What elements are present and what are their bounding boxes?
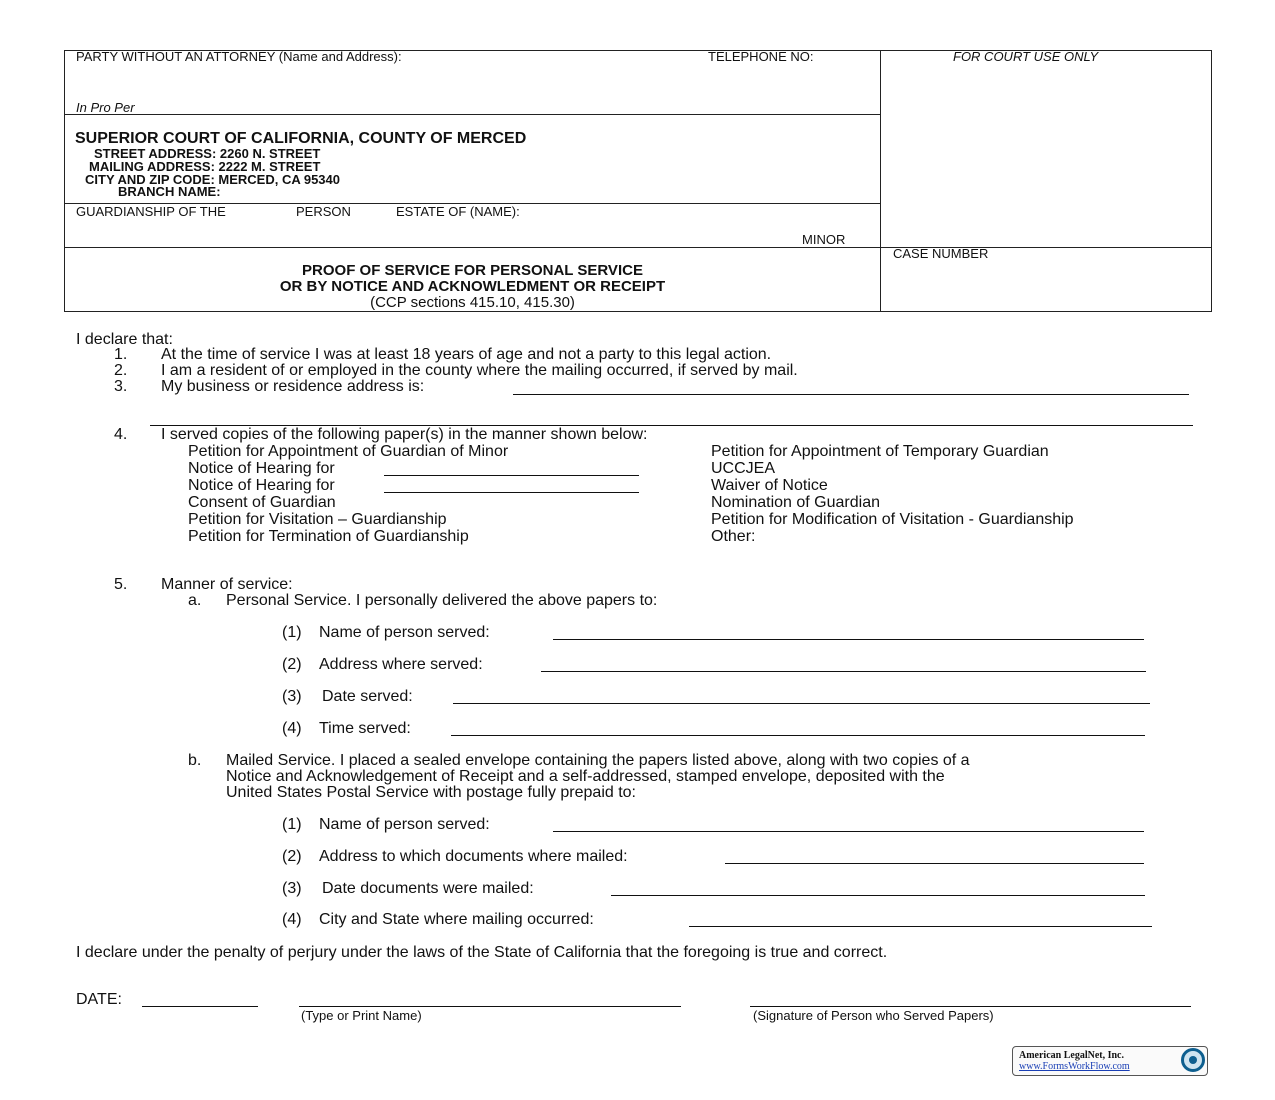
item-5-number: 5.	[114, 576, 128, 593]
paper-right-5: Petition for Modification of Visitation - Guardianship	[711, 511, 1074, 528]
signature-line[interactable]	[750, 1006, 1191, 1007]
paper-left-6: Petition for Termination of Guardianship	[188, 528, 469, 545]
personal-service-text: Personal Service. I personally delivered the above papers to:	[226, 592, 658, 609]
item-4-text: I served copies of the following paper(s) in the manner shown below:	[161, 426, 648, 443]
item-5-text: Manner of service:	[161, 576, 293, 593]
logo-name: American LegalNet, Inc.	[1019, 1050, 1124, 1061]
signature-caption: (Signature of Person who Served Papers)	[753, 1008, 994, 1023]
personal-field-4-num: (4)	[282, 720, 302, 737]
party-label: PARTY WITHOUT AN ATTORNEY (Name and Address):	[76, 49, 402, 64]
paper-right-6: Other:	[711, 528, 756, 545]
logo-url[interactable]: www.FormsWorkFlow.com	[1019, 1061, 1130, 1072]
mailed-service-line1: Mailed Service. I placed a sealed envelope containing the papers listed above, along with two copies of a	[226, 752, 970, 769]
in-pro-per: In Pro Per	[76, 100, 135, 115]
paper-left-1: Petition for Appointment of Guardian of Minor	[188, 443, 509, 460]
item-3-number: 3.	[114, 378, 128, 395]
mailed-field-1-label: Name of person served:	[319, 816, 490, 833]
mailed-field-4-num: (4)	[282, 911, 302, 928]
item-4-number: 4.	[114, 426, 128, 443]
personal-field-4-label: Time served:	[319, 720, 411, 737]
court-use-label: FOR COURT USE ONLY	[953, 49, 1099, 64]
minor-label: MINOR	[802, 232, 846, 247]
date-line[interactable]	[142, 1006, 258, 1007]
mailed-field-2-label: Address to which documents where mailed:	[319, 848, 628, 865]
mailed-name-served-line[interactable]	[553, 831, 1144, 832]
mailed-date-line[interactable]	[611, 895, 1145, 896]
personal-name-served-line[interactable]	[553, 639, 1144, 640]
personal-field-2-num: (2)	[282, 656, 302, 673]
branch-name: BRANCH NAME:	[118, 184, 221, 199]
personal-field-2-label: Address where served:	[319, 656, 483, 673]
hearing-for-line-1[interactable]	[384, 475, 639, 476]
mailing-address: MAILING ADDRESS: 2222 M. STREET	[89, 159, 321, 174]
paper-right-2: UCCJEA	[711, 460, 776, 477]
mailed-service-letter: b.	[188, 752, 202, 769]
form-title-line3: (CCP sections 415.10, 415.30)	[370, 294, 575, 311]
paper-left-3: Notice of Hearing for	[188, 477, 335, 494]
street-address: STREET ADDRESS: 2260 N. STREET	[94, 146, 321, 161]
personal-address-served-line[interactable]	[541, 671, 1146, 672]
perjury-statement: I declare under the penalty of perjury under the laws of the State of California that the foregoing is true and correct.	[76, 944, 888, 961]
estate-label: ESTATE OF (NAME):	[396, 204, 520, 219]
city-zip: CITY AND ZIP CODE: MERCED, CA 95340	[85, 172, 340, 187]
item-3-text: My business or residence address is:	[161, 378, 425, 395]
mailed-city-state-line[interactable]	[689, 926, 1152, 927]
case-number-label: CASE NUMBER	[893, 246, 989, 261]
print-name-caption: (Type or Print Name)	[301, 1008, 422, 1023]
mailed-service-line3: United States Postal Service with postage fully prepaid to:	[226, 784, 636, 801]
paper-right-3: Waiver of Notice	[711, 477, 828, 494]
american-legalnet-logo[interactable]	[1012, 1046, 1208, 1076]
personal-field-3-label: Date served:	[322, 688, 413, 705]
mailed-field-3-label: Date documents were mailed:	[322, 880, 534, 897]
mailed-field-4-label: City and State where mailing occurred:	[319, 911, 594, 928]
form-title-line1: PROOF OF SERVICE FOR PERSONAL SERVICE	[302, 262, 643, 279]
paper-right-4: Nomination of Guardian	[711, 494, 880, 511]
mailed-field-1-num: (1)	[282, 816, 302, 833]
form-title-line2: OR BY NOTICE AND ACKNOWLEDMENT OR RECEIPT	[279, 278, 666, 295]
personal-field-1-label: Name of person served:	[319, 624, 490, 641]
mailed-address-line[interactable]	[725, 863, 1144, 864]
court-name: SUPERIOR COURT OF CALIFORNIA, COUNTY OF MERCED	[75, 130, 527, 147]
personal-field-3-num: (3)	[282, 688, 302, 705]
item-1-text: At the time of service I was at least 18 years of age and not a party to this legal action.	[161, 346, 772, 363]
personal-date-served-line[interactable]	[453, 703, 1150, 704]
paper-left-4: Consent of Guardian	[188, 494, 336, 511]
date-label: DATE:	[76, 991, 122, 1008]
paper-right-1: Petition for Appointment of Temporary Guardian	[711, 443, 1049, 460]
paper-left-5: Petition for Visitation – Guardianship	[188, 511, 447, 528]
item-2-number: 2.	[114, 362, 128, 379]
telephone-label: TELEPHONE NO:	[708, 49, 814, 64]
item-1-number: 1.	[114, 346, 128, 363]
declare-intro: I declare that:	[76, 331, 173, 348]
globe-icon	[1181, 1048, 1205, 1072]
hearing-for-line-2[interactable]	[384, 492, 639, 493]
personal-service-letter: a.	[188, 592, 202, 609]
mailed-field-2-num: (2)	[282, 848, 302, 865]
mailed-field-3-num: (3)	[282, 880, 302, 897]
guardianship-label: GUARDIANSHIP OF THE	[76, 204, 226, 219]
paper-left-2: Notice of Hearing for	[188, 460, 335, 477]
personal-time-served-line[interactable]	[451, 735, 1145, 736]
item-2-text: I am a resident of or employed in the county where the mailing occurred, if served by mail.	[161, 362, 798, 379]
mailed-service-line2: Notice and Acknowledgement of Receipt and a self-addressed, stamped envelope, deposited with the	[226, 768, 945, 785]
print-name-line[interactable]	[299, 1006, 681, 1007]
person-checkbox-label: PERSON	[296, 204, 351, 219]
address-line-1[interactable]	[513, 394, 1189, 395]
personal-field-1-num: (1)	[282, 624, 302, 641]
